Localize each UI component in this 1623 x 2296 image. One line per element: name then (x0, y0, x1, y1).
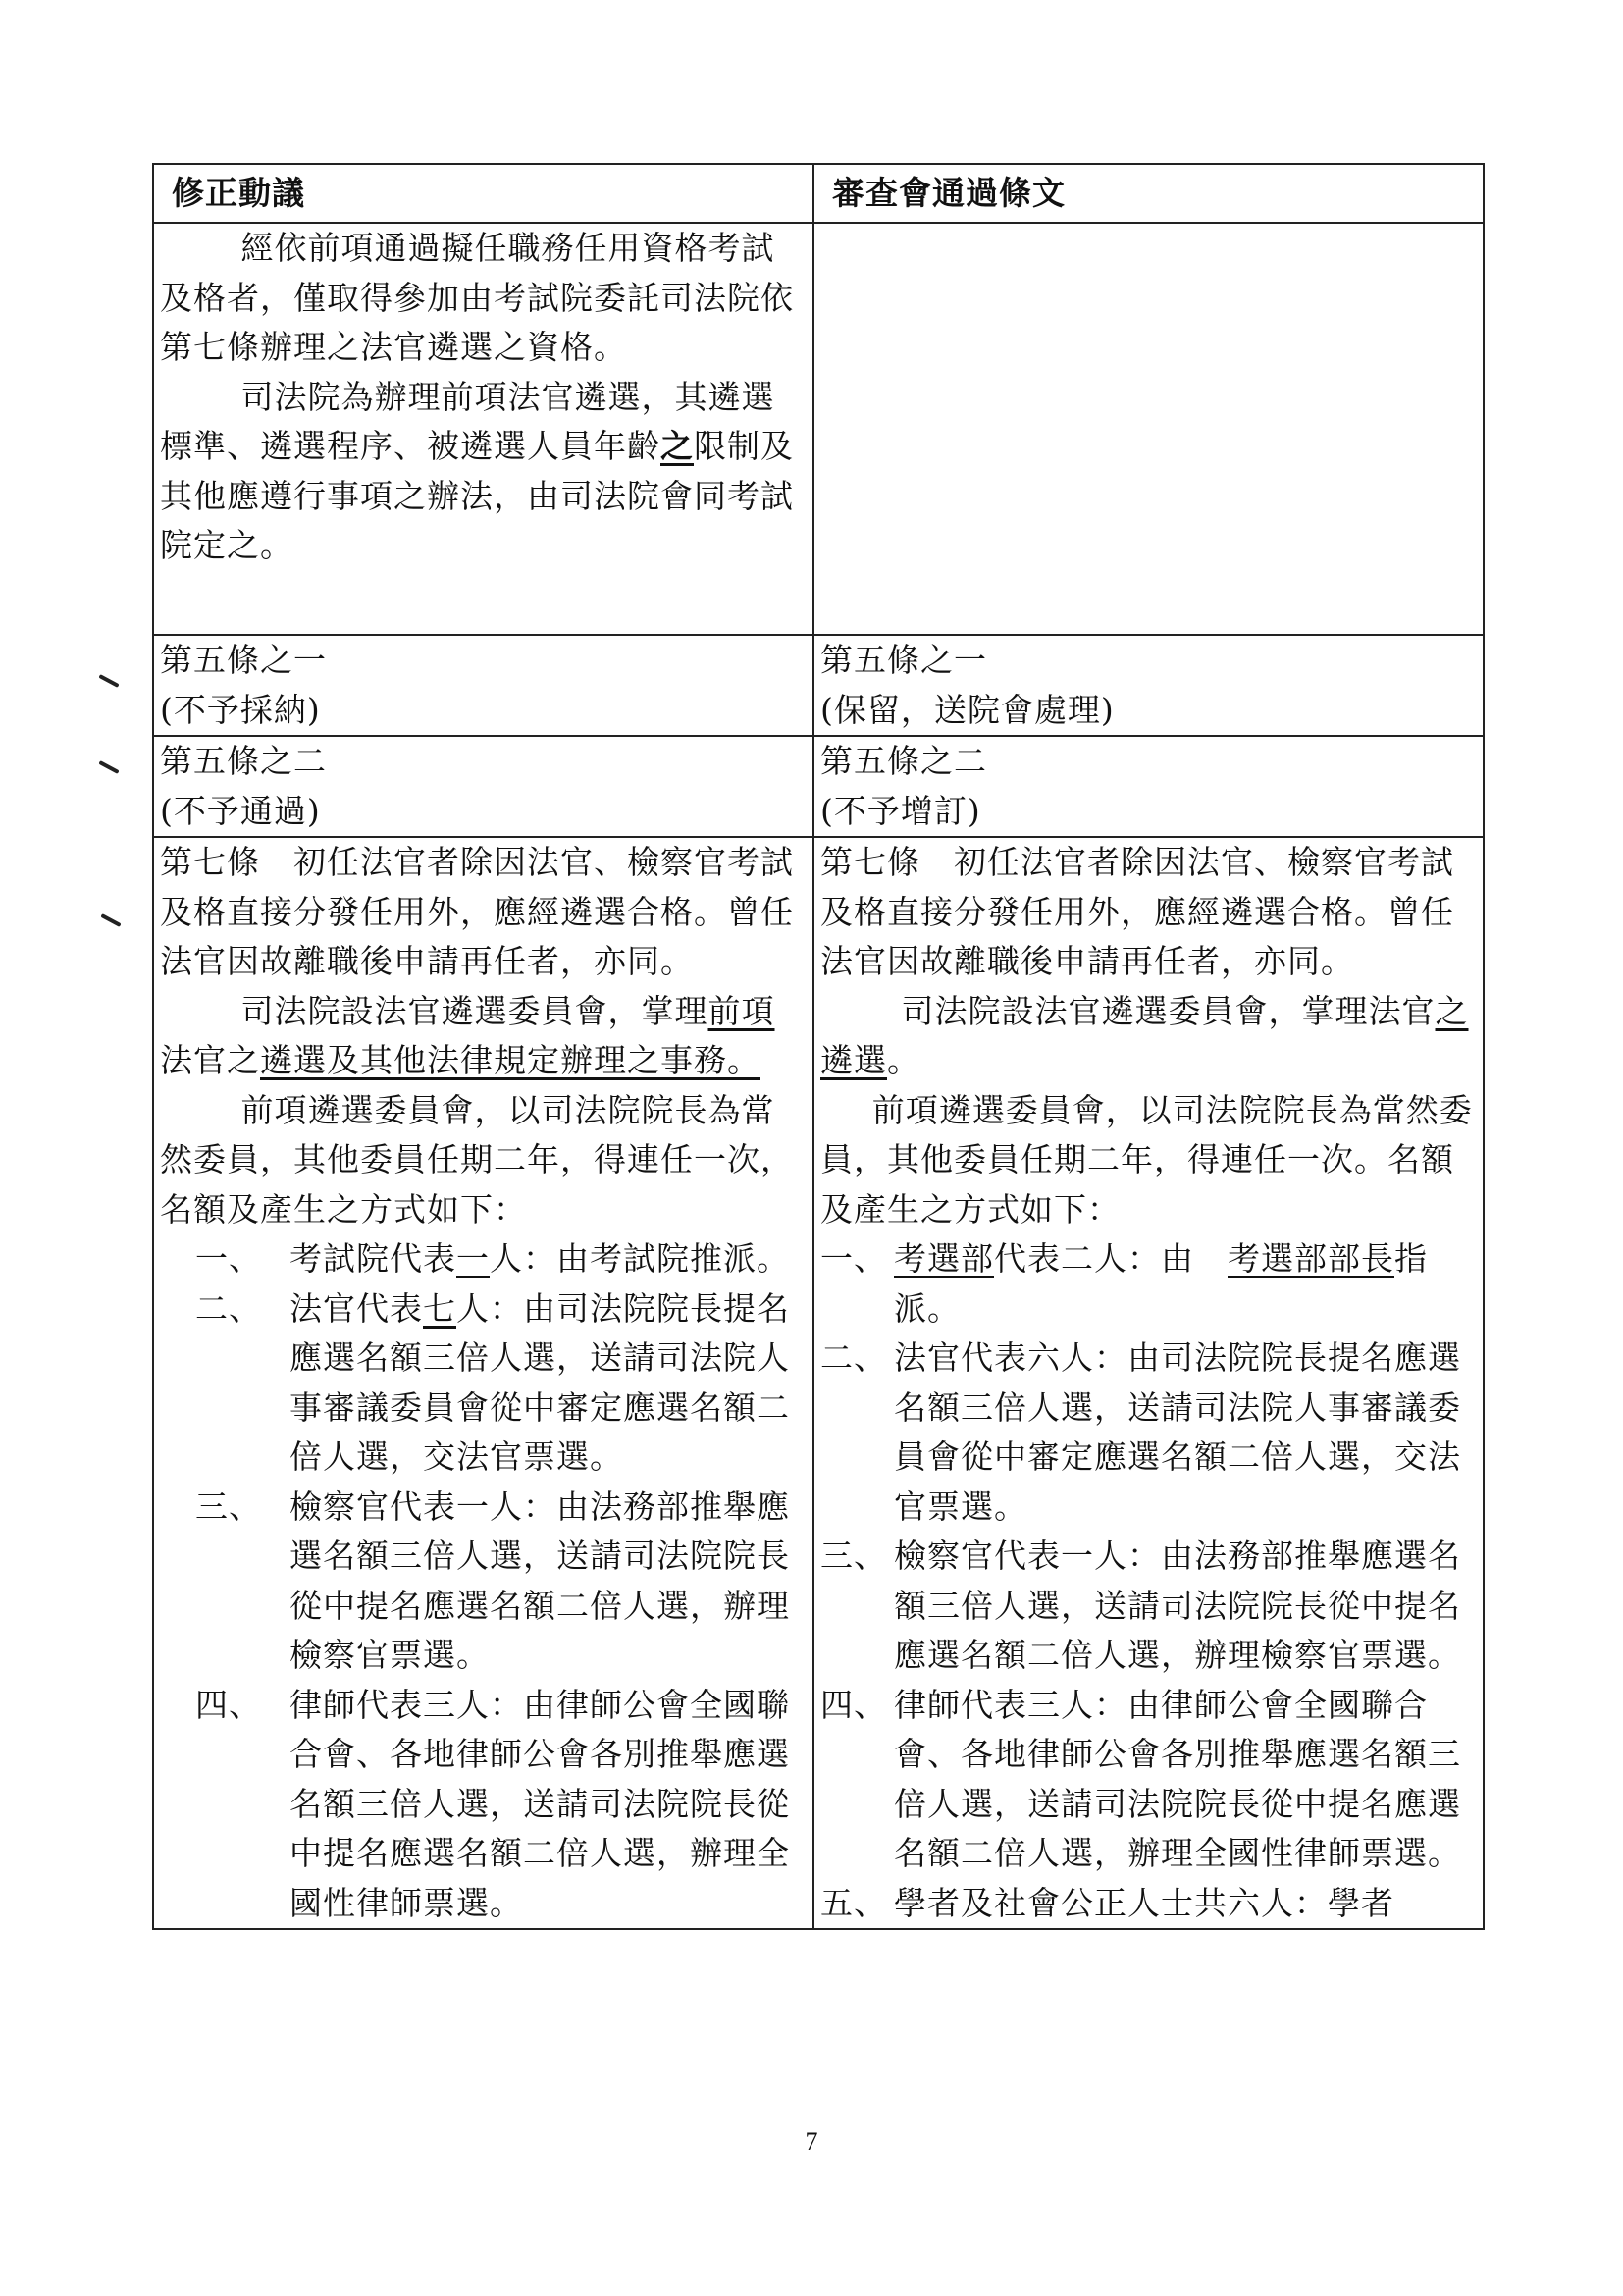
list-item: 一、 考試院代表一人：由考試院推派。 (195, 1239, 790, 1278)
row2-left-cell (153, 635, 813, 736)
row1-left-cell (153, 223, 813, 635)
underlined-text: 遴選 (260, 1041, 327, 1079)
underlined-text: 考選部 (894, 1239, 994, 1278)
underlined-text: 一 (456, 1239, 490, 1278)
underlined-text: 及其他法律規定辦理之事務。 (327, 1041, 760, 1079)
list-item: 一、 考選部代表二人：由 考選部部長指派。 (820, 1239, 1428, 1328)
list-item: 二、 法官代表六人：由司法院院長提名應選名額三倍人選，送請司法院人事審議委員會從中審定應選名額二倍人選，交法官票選。 (820, 1338, 1461, 1526)
list-item: 四、 律師代表三人：由律師公會全國聯合會、各地律師公會各別推舉應選名額三倍人選，送請司法院院長從中提名應選名額二倍人選，辦理全國性律師票選。 (195, 1685, 790, 1922)
table-header-row (153, 164, 1484, 223)
header-amendment-motion: 修正動議 (153, 164, 813, 223)
margin-tick-mark (98, 674, 119, 688)
comparison-table (152, 163, 1485, 1930)
article-title: 第五條之一 (820, 641, 987, 679)
row4-right-cell (813, 837, 1484, 1929)
page-number: 7 (805, 2127, 818, 2156)
article-status: (不予採納) (160, 690, 321, 729)
row3-left-cell (153, 736, 813, 837)
list-item: 四、 律師代表三人：由律師公會全國聯合會、各地律師公會各別推舉應選名額三倍人選，送請司法院院長從中提名應選名額二倍人選，辦理全國性律師票選。 (820, 1685, 1461, 1872)
article-7-paragraph-1: 第七條 初任法官者除因法官、檢察官考試及格直接分發任用外，應經遴選合格。曾任法官因故離職後申請再任者，亦同。 (160, 843, 794, 980)
header-committee-approved: 審查會通過條文 (813, 164, 1484, 223)
article-7-paragraph-3: 前項遴選委員會，以司法院院長為當然委員，其他委員任期二年，得連任一次。名額及產生之方式如下： (820, 1090, 1473, 1228)
article-7-paragraph-2: 司法院設法官遴選委員會，掌理前項法官之遴選及其他法律規定辦理之事務。 (160, 991, 775, 1079)
article-status: (不予增訂) (820, 791, 981, 830)
article-7-paragraph-2: 司法院設法官遴選委員會，掌理法官之遴選。 (820, 991, 1469, 1079)
article-title: 第五條之二 (820, 742, 987, 780)
article-7-paragraph-3: 前項遴選委員會，以司法院院長為當然委員，其他委員任期二年，得連任一次，名額及產生之方式如下： (160, 1090, 794, 1228)
row4-left-cell (153, 837, 813, 1929)
article-title: 第五條之二 (160, 742, 327, 780)
underlined-text: 之 (660, 427, 694, 465)
list-item: 三、 檢察官代表一人：由法務部推舉應選名額三倍人選，送請司法院院長從中提名應選名額二倍人選，辦理檢察官票選。 (820, 1537, 1461, 1674)
underlined-text: 考選部部長 (1228, 1239, 1394, 1278)
row1-right-cell (813, 223, 1484, 635)
table-row (153, 837, 1484, 1929)
table-row (153, 635, 1484, 736)
row3-right-cell (813, 736, 1484, 837)
row1-left-paragraph-1: 經依前項通過擬任職務任用資格考試及格者，僅取得參加由考試院委託司法院依第七條辦理之法官遴選之資格。 (160, 229, 794, 366)
margin-tick-mark (100, 913, 121, 927)
underlined-text: 七 (423, 1288, 456, 1328)
table-row (153, 223, 1484, 635)
row2-right-cell (813, 635, 1484, 736)
article-7-paragraph-1: 第七條 初任法官者除因法官、檢察官考試及格直接分發任用外，應經遴選合格。曾任法官因故離職後申請再任者，亦同。 (820, 843, 1454, 980)
article-status: (不予通過) (160, 791, 321, 830)
list-item: 二、 法官代表七人：由司法院院長提名應選名額三倍人選，送請司法院人事審議委員會從中審定應選名額二倍人選，交法官票選。 (195, 1288, 790, 1476)
underlined-text: 前項 (707, 991, 775, 1030)
list-item: 三、 檢察官代表一人：由法務部推舉應選名額三倍人選，送請司法院院長從中提名應選名額二倍人選，辦理檢察官票選。 (195, 1487, 790, 1674)
margin-tick-mark (98, 760, 119, 774)
article-title: 第五條之一 (160, 641, 327, 679)
row1-left-paragraph-2: 司法院為辦理前項法官遴選，其遴選標準、遴選程序、被遴選人員年齡之限制及其他應遵行事項之辦法，由司法院會同考試院定之。 (160, 377, 794, 564)
article-status: (保留，送院會處理) (820, 690, 1115, 729)
table-row (153, 736, 1484, 837)
list-item: 五、 學者及社會公正人士共六人：學者 (820, 1883, 1394, 1922)
underlined-text: 之遴選 (820, 991, 1469, 1079)
